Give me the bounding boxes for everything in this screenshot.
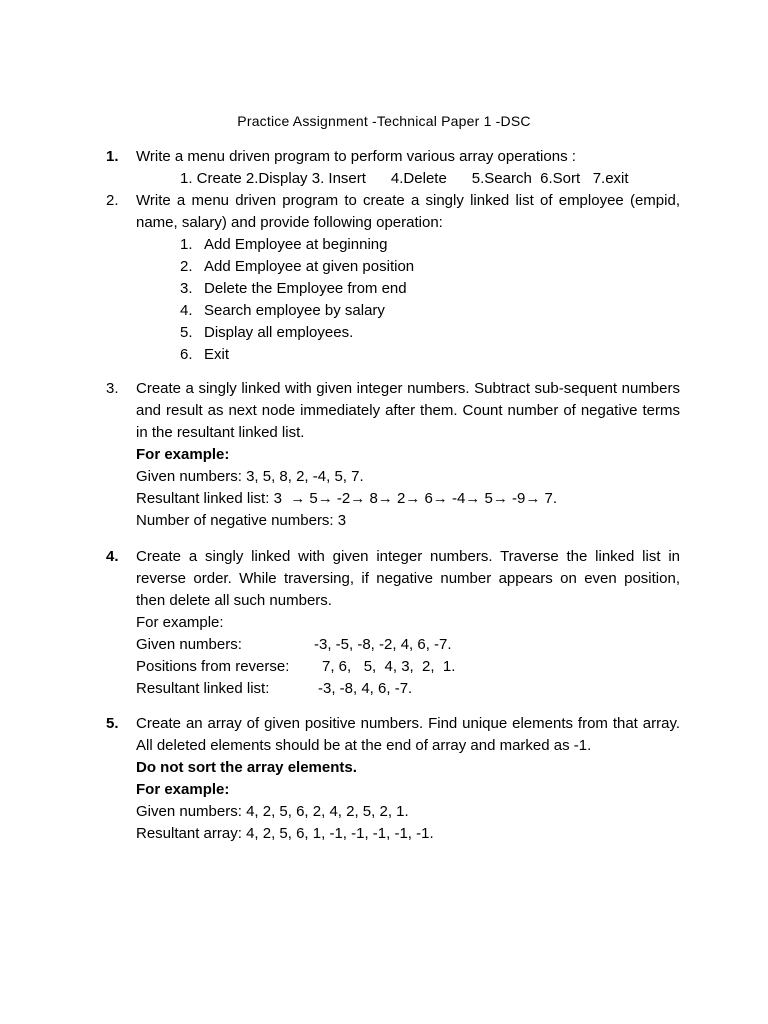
given-values: -3, -5, -8, -2, 4, 6, -7. bbox=[314, 636, 452, 653]
example-label: For example: bbox=[136, 781, 230, 798]
result-label: Resultant array: bbox=[136, 825, 242, 842]
question-number: 4. bbox=[106, 548, 119, 565]
page-title: Practice Assignment -Technical Paper 1 -DSC bbox=[237, 113, 531, 129]
question-number: 1. bbox=[106, 148, 119, 165]
given-label: Given numbers: bbox=[136, 468, 242, 485]
question-1 bbox=[106, 146, 680, 190]
question-2 bbox=[106, 190, 680, 366]
positions-label: Positions from reverse: bbox=[136, 658, 290, 675]
result-values: 3 → 5→ -2→ 8→ 2→ 6→ -4→ 5→ -9→ 7. bbox=[273, 490, 557, 507]
given-values: 3, 5, 8, 2, -4, 5, 7. bbox=[246, 468, 364, 485]
operation-list bbox=[136, 234, 680, 366]
result-values: 4, 2, 5, 6, 1, -1, -1, -1, -1, -1. bbox=[246, 825, 434, 842]
question-text: Create an array of given positive numbers. Find unique elements from that array. All deleted elements should be at the end of array and marked as -1. bbox=[136, 715, 680, 754]
question-4 bbox=[106, 546, 680, 700]
result-line bbox=[136, 823, 680, 845]
negative-value: 3 bbox=[337, 512, 347, 529]
list-item: 4. Search employee by salary bbox=[180, 302, 385, 319]
positions-line bbox=[136, 656, 680, 678]
result-label: Resultant linked list: bbox=[136, 490, 270, 507]
bold-note: Do not sort the array elements. bbox=[136, 759, 357, 776]
given-numbers-line bbox=[136, 466, 680, 488]
question-text: Write a menu driven program to create a singly linked list of employee (empid, name, salary) and provide following operation: bbox=[136, 192, 680, 231]
list-item: 3. Delete the Employee from end bbox=[180, 280, 407, 297]
list-item: 2. Add Employee at given position bbox=[180, 258, 415, 275]
question-text: Write a menu driven program to perform various array operations : bbox=[136, 148, 576, 165]
menu-options: 1. Create 2.Display 3. Insert 4.Delete 5.Search 6.Sort 7.exit bbox=[180, 170, 629, 187]
list-item: 6. Exit bbox=[180, 346, 230, 363]
question-text: Create a singly linked with given integer numbers. Subtract sub-sequent numbers and result as next node immediately after them. Count number of negative terms in the resultant linked list. bbox=[136, 380, 680, 441]
example-label: For example: bbox=[136, 446, 230, 463]
negative-label: Number of negative numbers: bbox=[136, 512, 334, 529]
given-values: 4, 2, 5, 6, 2, 4, 2, 5, 2, 1. bbox=[246, 803, 409, 820]
given-label: Given numbers: bbox=[136, 636, 242, 653]
given-label: Given numbers: bbox=[136, 803, 242, 820]
question-number: 5. bbox=[106, 715, 119, 732]
list-item: 1. Add Employee at beginning bbox=[180, 236, 388, 253]
question-5 bbox=[106, 713, 680, 845]
list-item: 5. Display all employees. bbox=[180, 324, 354, 341]
result-values: -3, -8, 4, 6, -7. bbox=[318, 680, 413, 697]
question-number: 3. bbox=[106, 380, 119, 397]
question-3 bbox=[106, 378, 680, 532]
question-number: 2. bbox=[106, 192, 119, 209]
given-numbers-line bbox=[136, 801, 680, 823]
result-label: Resultant linked list: bbox=[136, 680, 270, 697]
question-text: Create a singly linked with given integer numbers. Traverse the linked list in reverse order. While traversing, if negative number appears on even position, then delete all such numbers. bbox=[136, 548, 680, 609]
negative-count-line bbox=[136, 510, 680, 532]
result-line bbox=[136, 678, 680, 700]
result-line bbox=[136, 488, 680, 510]
given-numbers-line bbox=[136, 634, 680, 656]
example-label: For example: bbox=[136, 614, 224, 631]
positions-values: 7, 6, 5, 4, 3, 2, 1. bbox=[322, 658, 456, 675]
